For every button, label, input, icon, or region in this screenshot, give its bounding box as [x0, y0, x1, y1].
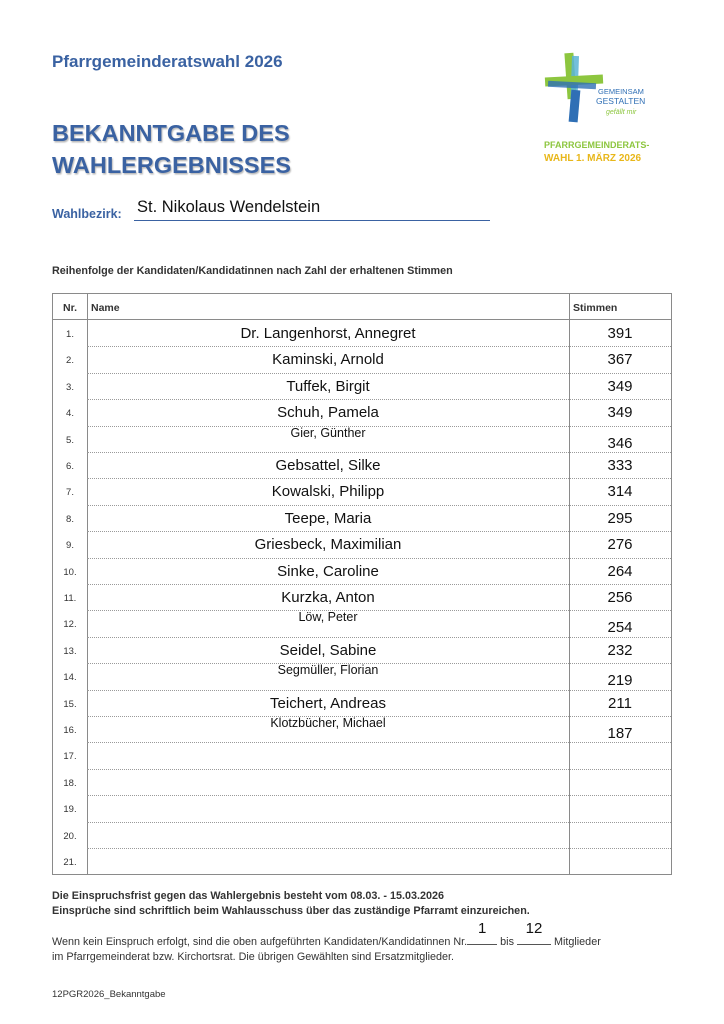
row-number: 12.: [63, 619, 77, 631]
candidate-name: Tuffek, Birgit: [286, 377, 370, 395]
table-row: [53, 742, 671, 768]
row-number: 6.: [66, 461, 74, 472]
vote-count: 346: [607, 434, 633, 452]
row-number: 7.: [66, 487, 74, 499]
member-note: [52, 920, 601, 964]
candidate-name: Löw, Peter: [298, 610, 358, 625]
vote-count: 264: [607, 562, 633, 580]
logo-line1: GEMEINSAM: [598, 87, 644, 96]
table-row: [53, 584, 671, 610]
logo-line3: gefällt mir: [606, 109, 637, 116]
table-row: [53, 478, 671, 504]
vote-count: 391: [607, 325, 633, 342]
table-row: [53, 426, 671, 452]
member-to-field[interactable]: [517, 920, 551, 945]
table-row: [53, 558, 671, 584]
vote-count: 219: [607, 672, 633, 690]
member-note-text-c: Mitglieder: [553, 936, 601, 948]
vote-count: 367: [607, 351, 633, 369]
candidate-name: Kaminski, Arnold: [272, 351, 384, 369]
member-note-text-a: Wenn kein Einspruch erfolgt, sind die oben aufgeführten Kandidaten/Kandidatinnen Nr.: [52, 936, 468, 948]
district-label: Wahlbezirk:: [52, 207, 122, 221]
logo-line5: WAHL 1. MÄRZ 2026: [544, 153, 642, 164]
document-code: 12PGR2026_Bekanntgabe: [52, 989, 166, 1000]
row-number: 16.: [63, 725, 77, 736]
deadline-line2: Einsprüche sind schriftlich beim Wahlausschuss über das zuständige Pfarramt einzureichen.: [52, 904, 530, 917]
header-name: Name: [91, 302, 120, 314]
row-number: 2.: [66, 355, 74, 367]
row-number: 19.: [63, 804, 77, 816]
row-number: 10.: [63, 566, 77, 578]
candidate-name: Segmüller, Florian: [277, 663, 379, 678]
table-row: [53, 769, 671, 795]
table-row: [53, 690, 671, 716]
vote-count: 349: [607, 404, 633, 422]
table-row: [53, 610, 671, 636]
table-row: [53, 663, 671, 689]
page-title-line1: BEKANNTGABE DES: [52, 120, 290, 146]
candidate-name: Seidel, Sabine: [279, 641, 377, 659]
row-number: 17.: [63, 751, 77, 763]
row-number: 1.: [66, 329, 74, 340]
candidate-name: Dr. Langenhorst, Annegret: [240, 325, 416, 342]
results-table: [52, 293, 672, 875]
candidate-name: Kowalski, Philipp: [271, 483, 385, 501]
vote-count: 232: [607, 641, 633, 659]
vote-count: 276: [607, 536, 633, 554]
member-to-value: 12: [525, 920, 543, 937]
row-number: 21.: [63, 857, 77, 868]
candidate-name: Klotzbücher, Michael: [270, 716, 386, 730]
ranking-note: Reihenfolge der Kandidaten/Kandidatinnen nach Zahl der erhaltenen Stimmen: [52, 265, 453, 277]
vote-count: 254: [607, 619, 633, 637]
table-row: [53, 637, 671, 663]
member-note-text-b: bis: [500, 936, 514, 948]
candidate-name: Teichert, Andreas: [270, 694, 386, 712]
row-number: 5.: [66, 434, 74, 446]
table-row: [53, 320, 671, 346]
table-row: [53, 373, 671, 399]
member-from-field[interactable]: [467, 920, 497, 945]
candidate-name: Gier, Günther: [290, 425, 366, 440]
cross-logo-graphic: [540, 50, 652, 172]
table-row: [53, 505, 671, 531]
district-underline: [134, 220, 490, 221]
row-number: 8.: [66, 513, 74, 525]
row-number: 15.: [63, 698, 77, 710]
row-number: 13.: [63, 645, 77, 657]
district-value: St. Nikolaus Wendelstein: [137, 198, 321, 216]
table-row: [53, 346, 671, 372]
candidate-name: Sinke, Caroline: [277, 562, 379, 580]
table-row: [53, 531, 671, 557]
row-number: 20.: [63, 830, 77, 842]
header-nr: Nr.: [63, 302, 78, 314]
table-row: [53, 848, 671, 874]
logo-line2: GESTALTEN: [596, 96, 646, 106]
vote-count: 256: [607, 589, 633, 606]
election-title: Pfarrgemeinderatswahl 2026: [52, 52, 283, 71]
vote-count: 333: [607, 457, 633, 474]
candidate-name: Gebsattel, Silke: [275, 457, 381, 474]
logo-line4: PFARRGEMEINDERATS-: [544, 140, 650, 150]
vote-count: 314: [607, 483, 633, 501]
row-number: 3.: [66, 381, 74, 393]
table-row: [53, 399, 671, 425]
election-logo: [540, 50, 652, 172]
deadline-line1: Die Einspruchsfrist gegen das Wahlergebnis besteht vom 08.03. - 15.03.2026: [52, 890, 445, 902]
row-number: 18.: [63, 777, 77, 789]
page-title: [52, 117, 291, 181]
vote-count: 295: [607, 509, 633, 527]
vote-count: 349: [607, 377, 633, 395]
table-row: [53, 716, 671, 742]
candidate-name: Schuh, Pamela: [277, 404, 379, 422]
objection-deadline: [52, 889, 530, 918]
member-from-value: 1: [478, 920, 487, 937]
candidate-name: Teepe, Maria: [284, 509, 372, 527]
candidate-name: Kurzka, Anton: [281, 589, 375, 606]
page-title-line2: WAHLERGEBNISSES: [52, 152, 291, 178]
vote-count: 211: [608, 694, 632, 712]
table-row: [53, 795, 671, 821]
vote-count: 187: [607, 725, 633, 742]
table-row: [53, 452, 671, 478]
member-note-line1: [52, 920, 601, 950]
candidate-name: Griesbeck, Maximilian: [254, 536, 402, 554]
row-number: 9.: [66, 540, 74, 552]
row-number: 4.: [66, 408, 74, 420]
table-row: [53, 822, 671, 848]
member-note-line2: im Pfarrgemeinderat bzw. Kirchortsrat. Die übrigen Gewählten sind Ersatzmitglieder.: [52, 950, 455, 963]
row-number: 11.: [63, 593, 77, 604]
row-number: 14.: [63, 672, 77, 684]
header-votes: Stimmen: [573, 302, 618, 314]
